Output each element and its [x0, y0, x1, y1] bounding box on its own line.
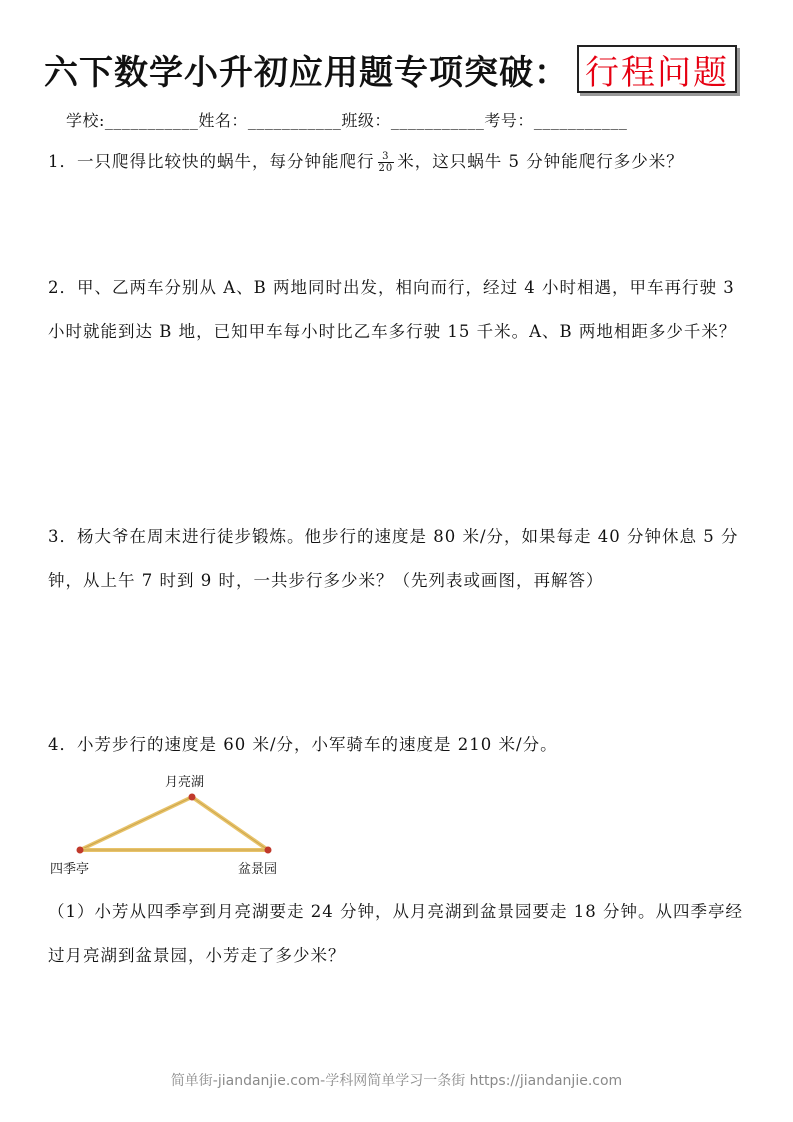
- point-yueliang-lake: [189, 794, 196, 801]
- question-4: 4．小芳步行的速度是 60 米/分，小军骑车的速度是 210 米/分。: [48, 735, 558, 754]
- page-title: 六下数学小升初应用题专项突破：: [44, 52, 569, 93]
- point-siji-pavilion: [77, 847, 84, 854]
- point-penjing-garden: [265, 847, 272, 854]
- student-info-line: 学校:___________姓名：___________班级：___________考号：___________: [66, 111, 628, 130]
- fraction: [378, 151, 395, 174]
- question-1-text-before: 1．一只爬得比较快的蜗牛，每分钟能爬行: [48, 152, 375, 171]
- title-row: [44, 44, 737, 94]
- question-1-text-after: 米，这只蜗牛 5 分钟能爬行多少米？: [397, 152, 684, 171]
- question-4-part-1: （1）小芳从四季亭到月亮湖要走 24 分钟，从月亮湖到盆景园要走 18 分钟。从四季亭经过月亮湖到盆景园，小芳走了多少米？: [48, 902, 743, 965]
- topic-box: [577, 45, 737, 93]
- fraction-denominator: 20: [378, 163, 394, 174]
- label-yueliang-lake: 月亮湖: [165, 775, 205, 790]
- page-footer: 简单街-jiandanjie.com-学科网简单学习一条街 https://jiandanjie.com: [170, 1073, 623, 1089]
- question-1: [48, 140, 748, 184]
- label-siji-pavilion: 四季亭: [50, 862, 90, 877]
- question-2: 2．甲、乙两车分别从 A、B 两地同时出发，相向而行，经过 4 小时相遇，甲车再行驶 3 小时就能到达 B 地，已知甲车每小时比乙车多行驶 15 千米。A、B 两地相距多少千米？: [48, 278, 737, 341]
- fraction-numerator: 3: [378, 151, 395, 163]
- topic-label: 行程问题: [585, 52, 729, 93]
- route-lines: [80, 797, 268, 850]
- label-penjing-garden: 盆景园: [238, 862, 278, 877]
- question-3: 3．杨大爷在周末进行徒步锻炼。他步行的速度是 80 米/分，如果每走 40 分钟休息 5 分钟，从上午 7 时到 9 时，一共步行多少米？（先列表或画图，再解答）: [48, 527, 739, 590]
- route-diagram: [40, 770, 300, 880]
